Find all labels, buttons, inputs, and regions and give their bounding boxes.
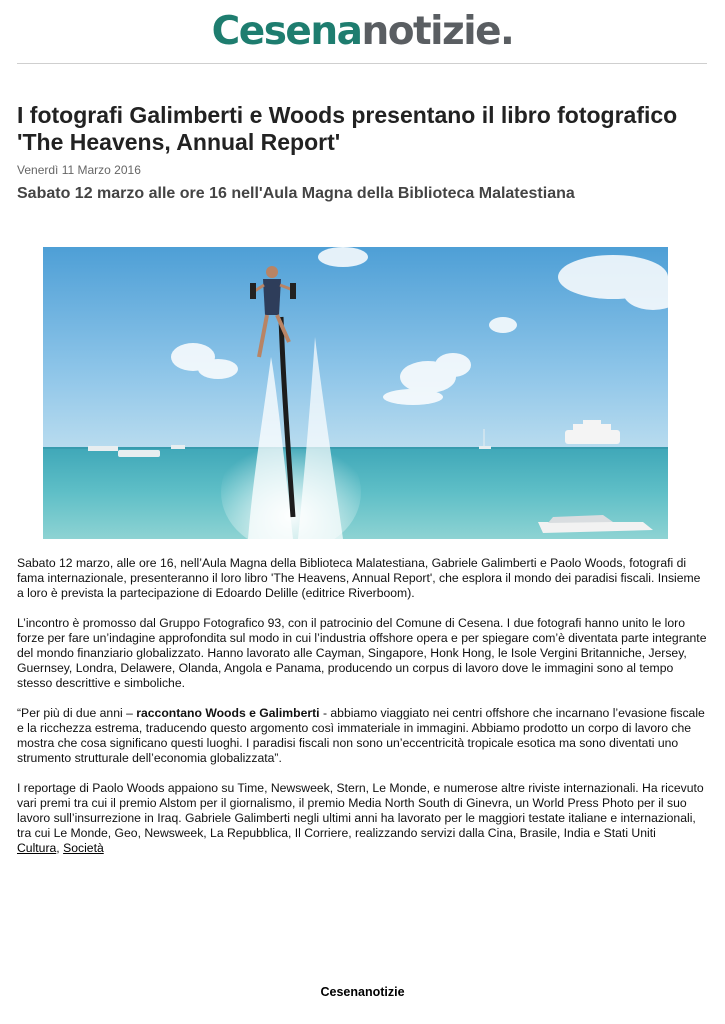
site-logo[interactable] xyxy=(0,8,725,56)
quote-text: - abbiamo viaggiato nei centri offshore che incarnano l’evasione fiscale e la ricchezza estrema, traducendo questo argomento così immateriale in immagini. Abbiamo prodotto un corpo di lavoro che mostra che cosa significano questi luoghi. I paradisi fiscali non sono un’eccentricità tropicale esotica ma sono diventati uno strumento strutturale dell’economia globalizzata”. xyxy=(17,706,705,765)
article-date: Venerdì 11 Marzo 2016 xyxy=(17,163,141,177)
header-divider xyxy=(17,63,707,64)
quote-lead: “Per più di due anni – xyxy=(17,706,137,720)
tag-separator: , xyxy=(56,841,64,855)
tag-link-cultura[interactable]: Cultura xyxy=(17,841,57,855)
logo-text-cesena: Cesena xyxy=(211,9,362,54)
paragraph-intro: Sabato 12 marzo, alle ore 16, nell’Aula Magna della Biblioteca Malatestiana, Gabriele Galimberti e Paolo Woods, fotografi di fama internazionale, presenteranno il loro libro 'The Heavens, Annual Report', che esplora il mondo dei paradisi fiscali. Insieme a loro è prevista la partecipazione di Edoardo Delille (editrice Riverboom). xyxy=(17,556,701,600)
article-title: I fotografi Galimberti e Woods presentano il libro fotografico 'The Heavens, Annual Report' xyxy=(17,102,678,155)
paragraph-quote xyxy=(17,706,709,766)
logo-text-notizie: notizie. xyxy=(361,9,514,54)
footer-site-name: Cesenanotizie xyxy=(320,985,405,999)
article-body xyxy=(17,556,709,856)
tag-link-societa[interactable]: Società xyxy=(63,841,104,855)
paragraph-bios: I reportage di Paolo Woods appaiono su Time, Newsweek, Stern, Le Monde, e numerose altre riviste internazionali. Ha ricevuto vari premi tra cui il premio Alstom per il giornalismo, il premio Media North South di Ginevra, un World Press Photo per il suo lavoro sull’insurrezione in Iraq. Gabriele Galimberti negli ultimi anni ha lavorato per le maggiori testate italiane e internazionali, tra cui Le Monde, Geo, Newsweek, La Repubblica, Il Corriere, realizzando servizi dalla Cina, Brasile, India e Stati Uniti xyxy=(17,781,704,840)
paragraph-promotion: L’incontro è promosso dal Gruppo Fotografico 93, con il patrocinio del Comune di Cesena. I due fotografi hanno unito le loro forze per fare un’indagine approfondita sul modo in cui l’industria offshore opera e per spiegare com’è diventata parte integrante del mondo finanziario globalizzato. Hanno lavorato alle Cayman, Singapore, Honk Hong, le Isole Vergini Britanniche, Jersey, Guernsey, Londra, Delawere, Olanda, Angola e Panama, producendo un corpus di lavoro dove le immagini sono al tempo stesso descrittive e simboliche. xyxy=(17,616,707,690)
article-subtitle: Sabato 12 marzo alle ore 16 nell'Aula Magna della Biblioteca Malatestiana xyxy=(17,185,575,202)
article-photo xyxy=(43,247,668,539)
article-tags xyxy=(17,841,709,856)
quote-attribution: raccontano Woods e Galimberti xyxy=(136,706,320,720)
